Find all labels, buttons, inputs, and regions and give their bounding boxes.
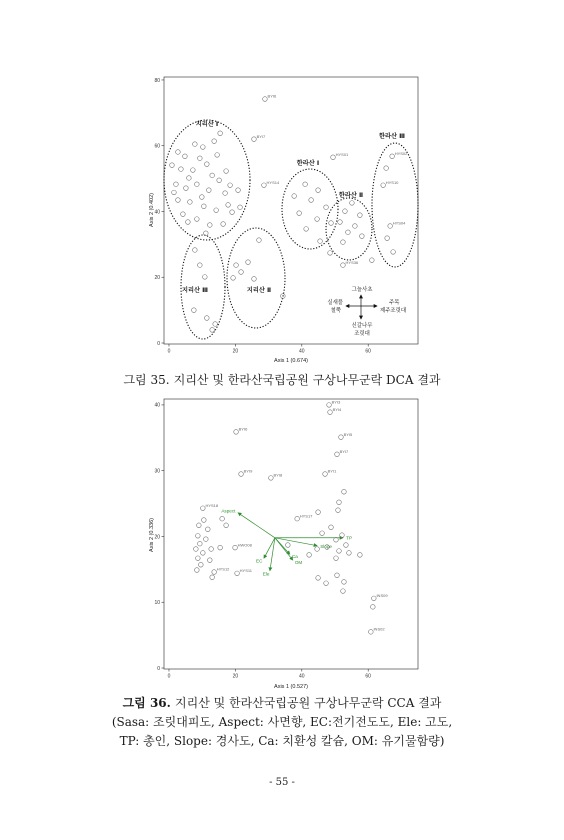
cca-point-label: INS02 <box>373 626 385 632</box>
cca-y-tick-label: 10 <box>154 600 160 607</box>
cca-point-label: BYI3 <box>331 399 341 405</box>
dca-plot-point <box>309 198 314 203</box>
direction-legend-up: 그늘사초 <box>351 287 373 293</box>
cca-plot-point <box>340 533 345 538</box>
cca-plot-point <box>316 576 321 581</box>
cca-plot-point <box>218 545 223 550</box>
cca-x-tick-label: 60 <box>365 673 371 680</box>
group-label: 지리산 Ⅲ <box>182 287 208 294</box>
cca-plot-point <box>201 551 206 556</box>
dca-plot-point <box>353 224 358 229</box>
group-label: 한라산 Ⅰ <box>296 160 320 167</box>
dca-plot-point <box>346 230 351 235</box>
dca-plot-point <box>230 210 235 215</box>
dca-plot-point <box>213 322 218 327</box>
dca-plot-point <box>214 208 219 213</box>
dca-plot-point <box>224 169 229 174</box>
cca-plot-point <box>372 596 377 601</box>
cca-plot-point <box>194 547 199 552</box>
cca-y-tick-label: 40 <box>154 402 160 409</box>
dca-point-label: HYS10 <box>385 179 399 185</box>
dca-plot-point <box>170 163 175 168</box>
cca-plot-point <box>239 472 244 477</box>
dca-plot-point <box>174 182 179 187</box>
cca-plot-point <box>334 537 339 542</box>
cca-env-vector-label: TP <box>346 535 353 541</box>
dca-plot-point <box>207 188 212 193</box>
dca-point-label: HYS02 <box>394 150 408 156</box>
cca-plot-point <box>206 527 211 532</box>
dca-plot-point <box>236 188 241 193</box>
cca-plot-point <box>358 553 363 558</box>
dca-plot-point <box>292 194 297 199</box>
cca-plot-point <box>335 573 340 578</box>
cca-plot-point <box>307 553 312 558</box>
cca-plot-point <box>196 534 201 539</box>
dca-plot-point <box>223 191 228 196</box>
cca-point-label: HYS11 <box>239 567 253 573</box>
cca-point-label: BYI7 <box>339 448 349 454</box>
cca-env-vector-label: Ele <box>262 571 270 577</box>
cca-point-label: BYI5 <box>343 431 353 437</box>
cca-env-vector-label: Slope <box>320 543 332 549</box>
direction-legend-down: 조릿대 <box>354 331 370 337</box>
dca-plot-point <box>205 162 210 167</box>
cca-env-vector-label: EC <box>256 558 263 564</box>
figure-36-abbreviation-note-line-1: (Sasa: 조릿대피도, Aspect: 사면향, EC:전기전도도, Ele: 고도, <box>111 715 453 729</box>
cca-plot-point <box>342 489 347 494</box>
dca-x-tick-label: 0 <box>167 348 171 355</box>
dca-plot-point <box>204 231 209 236</box>
dca-plot-point <box>238 205 243 210</box>
cca-plot-point <box>210 575 215 580</box>
dca-plot-point <box>187 176 192 181</box>
direction-legend-left: 실새풀 <box>327 300 343 306</box>
cca-y-tick-label: 20 <box>154 534 160 541</box>
group-ellipse-jirisan-1 <box>164 120 250 240</box>
dca-plot-point <box>188 200 193 205</box>
dca-plot-point <box>172 190 177 195</box>
dca-plot-point <box>391 250 396 255</box>
direction-legend-left: 철쭉 <box>330 308 341 314</box>
dca-point-label: HYS14 <box>266 179 280 185</box>
group-label: 한라산 Ⅱ <box>338 192 364 199</box>
dca-plot-point <box>350 201 355 206</box>
dca-plot-point <box>228 183 233 188</box>
figure-36-caption-text: 지리산 및 한라산국립공원 구상나무군락 CCA 결과 <box>175 696 442 710</box>
dca-plot-point <box>184 186 189 191</box>
cca-env-vector-label: OM <box>294 560 303 566</box>
dca-x-tick-label: 60 <box>365 348 371 355</box>
dca-plot-point <box>221 222 226 227</box>
cca-point-label: HYS18 <box>205 502 219 508</box>
group-ellipse-hallasan-1 <box>282 169 338 249</box>
dca-plot-point <box>324 205 329 210</box>
cca-plot-point <box>202 518 207 523</box>
group-ellipse-hallasan-3 <box>372 143 418 267</box>
dca-point-label: BYI7 <box>256 133 266 139</box>
dca-plot-point <box>212 139 217 144</box>
figure-35-caption-text: 지리산 및 한라산국립공원 구상나무군락 DCA 결과 <box>173 373 441 387</box>
dca-plot-point <box>226 203 231 208</box>
cca-plot-point <box>208 558 213 563</box>
cca-plot-point <box>316 510 321 515</box>
cca-plot-point <box>328 410 333 415</box>
dca-plot-point <box>329 221 334 226</box>
dca-plot-point <box>193 142 198 147</box>
dca-plot-point <box>239 270 244 275</box>
dca-plot-point <box>252 137 257 142</box>
cca-plot-point <box>286 543 291 548</box>
dca-plot-point <box>179 167 184 172</box>
dca-plot-point <box>263 97 268 102</box>
cca-plot-point <box>315 547 320 552</box>
dca-plot-point <box>205 316 210 321</box>
cca-point-label: BYI4 <box>332 406 342 412</box>
dca-plot-point <box>201 145 206 150</box>
cca-env-vector <box>275 538 293 560</box>
cca-env-vector-label: Aspect <box>221 508 236 514</box>
cca-plot-point <box>342 580 347 585</box>
dca-plot-point <box>338 220 343 225</box>
dca-y-tick-label: 20 <box>154 275 160 282</box>
dca-plot-point <box>210 173 215 178</box>
cca-plot-point <box>329 525 334 530</box>
cca-marks <box>154 400 388 680</box>
figure-36-number: 그림 36. <box>122 696 171 710</box>
cca-plot-point <box>199 562 204 567</box>
dca-plot-frame <box>164 77 418 344</box>
cca-point-label: BYI8 <box>273 472 283 478</box>
cca-plot-point <box>235 571 240 576</box>
cca-point-label: HYS12 <box>216 566 230 572</box>
dca-plot-point <box>176 198 181 203</box>
group-ellipse-hallasan-2 <box>326 198 372 260</box>
direction-legend-right: 제주조릿대 <box>380 308 407 314</box>
dca-plot-point <box>192 308 197 313</box>
dca-plot-point <box>257 238 262 243</box>
dca-plot-point <box>193 248 198 253</box>
dca-plot-point <box>316 188 321 193</box>
cca-plot-point <box>204 537 209 542</box>
cca-y-axis-title: Axis 2 (0.336) <box>149 518 155 552</box>
dca-y-tick-label: 60 <box>154 143 160 150</box>
group-label: 지리산 Ⅱ <box>246 287 272 294</box>
dca-plot-point <box>210 328 215 333</box>
dca-point-label: BYI6 <box>267 93 277 99</box>
direction-legend-down: 신갈나무 <box>351 323 373 329</box>
dca-plot-point <box>358 213 363 218</box>
dca-group-labels <box>182 120 405 294</box>
cca-plot-point <box>334 556 339 561</box>
cca-y-tick-label: 0 <box>157 665 160 672</box>
dca-plot-point <box>304 227 309 232</box>
dca-plot-point <box>215 153 220 158</box>
cca-plot-point <box>220 516 225 521</box>
cca-plot-point <box>324 581 329 586</box>
cca-plot-point <box>371 605 376 610</box>
dca-group-ellipses <box>164 120 418 339</box>
dca-plot-point <box>186 220 191 225</box>
dca-plot-point <box>198 156 203 161</box>
dca-plot-point <box>246 260 251 265</box>
dca-plot-point <box>297 211 302 216</box>
cca-x-tick-label: 40 <box>299 673 305 680</box>
cca-x-axis-title: Axis 1 (0.527) <box>274 684 308 690</box>
cca-plot-point <box>344 543 349 548</box>
cca-env-vector-label: Ca <box>291 554 298 560</box>
dca-plot-point <box>252 277 257 282</box>
dca-plot-point <box>360 234 365 239</box>
cca-x-tick-label: 0 <box>167 673 171 680</box>
cca-point-label: BYI6 <box>238 426 248 432</box>
dca-point-label: HYS01 <box>335 151 349 157</box>
figure-35-number: 그림 35. <box>123 373 170 387</box>
dca-x-tick-label: 40 <box>299 348 305 355</box>
cca-point-label: HYS17 <box>299 513 313 519</box>
dca-point-label: HYS36 <box>345 259 359 265</box>
figure-35-caption <box>0 372 564 388</box>
dca-y-tick-label: 0 <box>157 340 160 347</box>
dca-plot-point <box>370 258 375 263</box>
cca-y-tick-label: 30 <box>154 468 160 475</box>
dca-plot-point <box>203 275 208 280</box>
dca-plot-point <box>208 223 213 228</box>
cca-plot-point <box>197 523 202 528</box>
dca-plot-point <box>195 217 200 222</box>
cca-point-label: BYI1 <box>327 468 337 474</box>
dca-plot-point <box>191 168 196 173</box>
dca-point-label: HYS04 <box>392 220 406 226</box>
dca-y-tick-label: 40 <box>154 209 160 216</box>
cca-plot-point <box>336 508 341 513</box>
dca-plot-point <box>218 131 223 136</box>
dca-plot-point <box>341 240 346 245</box>
cca-plot-point <box>195 568 200 573</box>
cca-point-label: INS09 <box>376 592 388 598</box>
dca-plot-point <box>176 150 181 155</box>
cca-plot-point <box>212 570 217 575</box>
dca-plot-point <box>381 183 386 188</box>
dca-plot-point <box>385 236 390 241</box>
figure-36-abbreviation-note-line-2: TP: 총인, Slope: 경사도, Ca: 치환성 칼슘, OM: 유기물함량) <box>119 734 445 748</box>
dca-plot-point <box>217 178 222 183</box>
cca-plot-point <box>196 556 201 561</box>
dca-plot-point <box>343 209 348 214</box>
dca-x-tick-label: 20 <box>232 348 239 355</box>
cca-plot <box>149 399 418 690</box>
dca-plot-point <box>318 239 323 244</box>
cca-env-vector <box>238 513 275 538</box>
cca-plot-point <box>320 531 325 536</box>
cca-plot-point <box>337 549 342 554</box>
dca-y-tick-label: 80 <box>154 77 160 84</box>
dca-plot-point <box>303 182 308 187</box>
cca-plot-point <box>337 500 342 505</box>
dca-plot-point <box>181 212 186 217</box>
cca-plot-point <box>341 589 346 594</box>
dca-plot-point <box>234 263 239 268</box>
dca-plot-point <box>231 276 236 281</box>
cca-point-label: BYI9 <box>243 468 253 474</box>
dca-y-axis-title: Axis 2 (0.402) <box>149 193 155 227</box>
dca-x-axis-title: Axis 1 (0.674) <box>274 358 308 364</box>
dca-plot-point <box>315 217 320 222</box>
group-label: 한라산 Ⅲ <box>379 133 405 140</box>
cca-plot-point <box>198 541 203 546</box>
dca-plot-point <box>200 195 205 200</box>
group-label: 지리산 Ⅰ <box>195 121 219 128</box>
cca-plot-point <box>224 523 229 528</box>
dca-plot-point <box>328 251 333 256</box>
page-number: - 55 - <box>269 777 295 788</box>
cca-point-label: HWO08 <box>237 542 252 548</box>
cca-plot-point <box>347 551 352 556</box>
dca-plot-point <box>202 204 207 209</box>
dca-plot-point <box>198 263 203 268</box>
direction-legend-right: 주목 <box>389 300 400 306</box>
dca-plot-point <box>183 154 188 159</box>
dca-plot-point <box>195 182 200 187</box>
dca-plot-point <box>384 166 389 171</box>
cca-x-tick-label: 20 <box>232 673 239 680</box>
direction-legend <box>327 285 406 337</box>
figure-36-caption <box>0 695 564 711</box>
cca-plot-point <box>209 547 214 552</box>
